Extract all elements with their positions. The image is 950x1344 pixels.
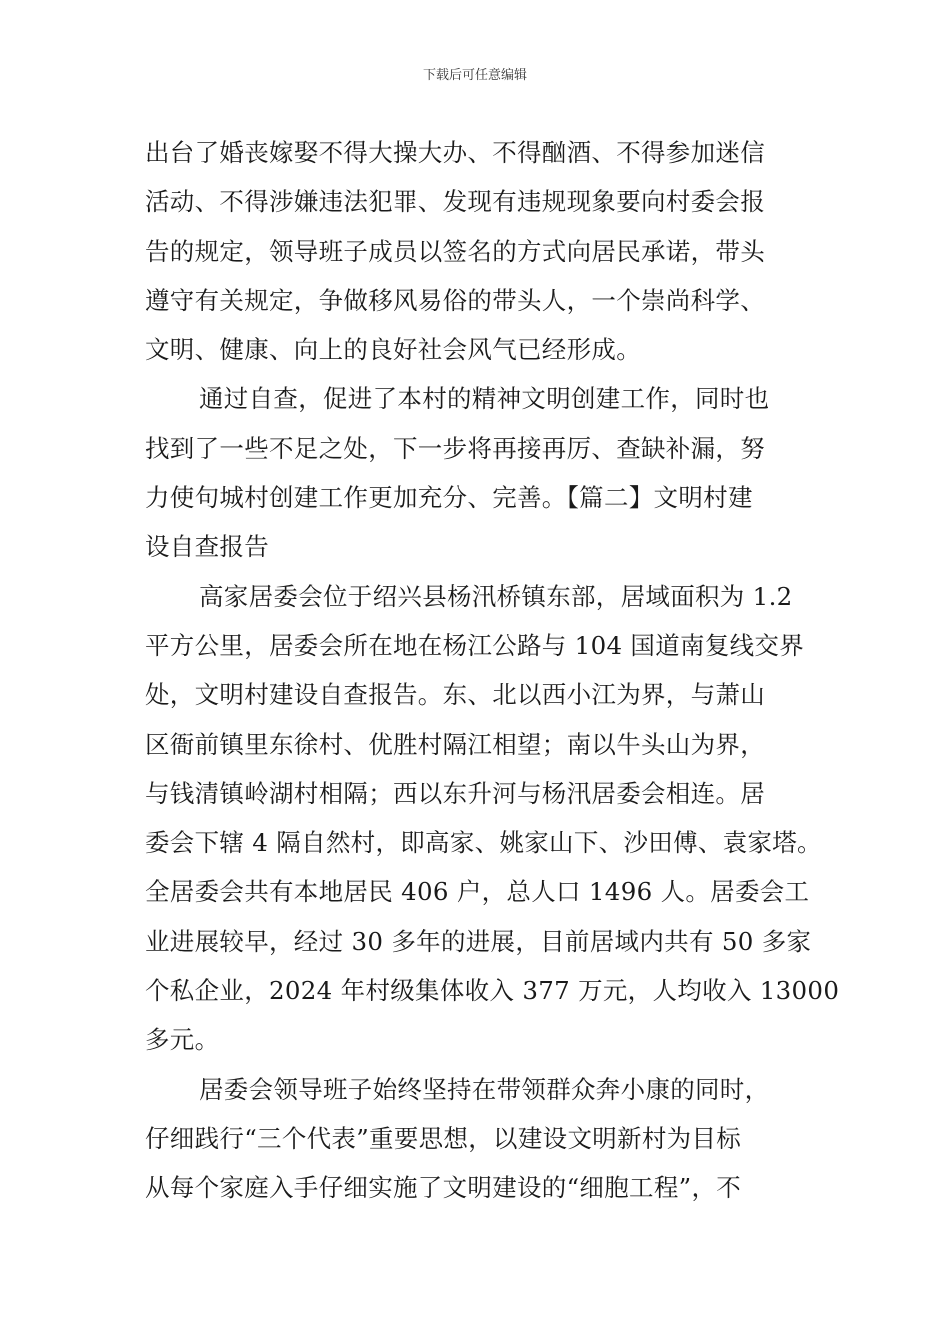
text-line: 设自查报告 bbox=[145, 532, 269, 562]
text-line: 多元。 bbox=[145, 1025, 220, 1055]
text-line: 从每个家庭入手仔细实施了文明建设的“细胞工程”，不 bbox=[145, 1173, 742, 1203]
paragraph-start-line: 通过自查，促进了本村的精神文明创建工作，同时也 bbox=[199, 384, 770, 414]
text-line: 个私企业，2024 年村级集体收入 377 万元，人均收入 13000 bbox=[145, 976, 840, 1006]
text-line: 找到了一些不足之处，下一步将再接再厉、查缺补漏，努 bbox=[145, 433, 765, 463]
text-line: 力使句城村创建工作更加充分、完善。【篇二】文明村建 bbox=[145, 483, 753, 513]
text-line: 文明、健康、向上的良好社会风气已经形成。 bbox=[145, 335, 641, 365]
text-line: 出台了婚丧嫁娶不得大操大办、不得酗酒、不得参加迷信 bbox=[145, 138, 765, 167]
text-line: 业进展较早，经过 30 多年的进展，目前居域内共有 50 多家 bbox=[145, 926, 812, 956]
page-header: 下载后可任意编辑 bbox=[422, 68, 527, 83]
document-body bbox=[145, 128, 840, 1213]
text-line: 平方公里，居委会所在地在杨江公路与 104 国道南复线交界 bbox=[145, 630, 805, 660]
text-line: 遵守有关规定，争做移风易俗的带头人，一个崇尚科学、 bbox=[145, 285, 765, 315]
paragraph-start-line: 高家居委会位于绍兴县杨汛桥镇东部，居域面积为 1.2 bbox=[199, 581, 793, 611]
text-line: 告的规定，领导班子成员以签名的方式向居民承诺，带头 bbox=[145, 236, 765, 266]
text-line: 与钱清镇岭湖村相隔；西以东升河与杨汛居委会相连。居 bbox=[145, 778, 765, 808]
text-line: 全居委会共有本地居民 406 户，总人口 1496 人。居委会工 bbox=[145, 877, 810, 907]
text-line: 委会下辖 4 隔自然村，即高家、姚家山下、沙田傅、袁家塔。 bbox=[145, 828, 822, 858]
text-line: 活动、不得涉嫌违法犯罪、发现有违规现象要向村委会报 bbox=[145, 187, 765, 217]
text-line: 区衙前镇里东徐村、优胜村隔江相望；南以牛头山为界， bbox=[145, 729, 765, 759]
paragraph-start-line: 居委会领导班子始终坚持在带领群众奔小康的同时， bbox=[199, 1074, 770, 1104]
text-line: 仔细践行“三个代表”重要思想，以建设文明新村为目标 bbox=[145, 1123, 742, 1153]
text-line: 处，文明村建设自查报告。东、北以西小江为界，与萧山 bbox=[145, 680, 765, 710]
